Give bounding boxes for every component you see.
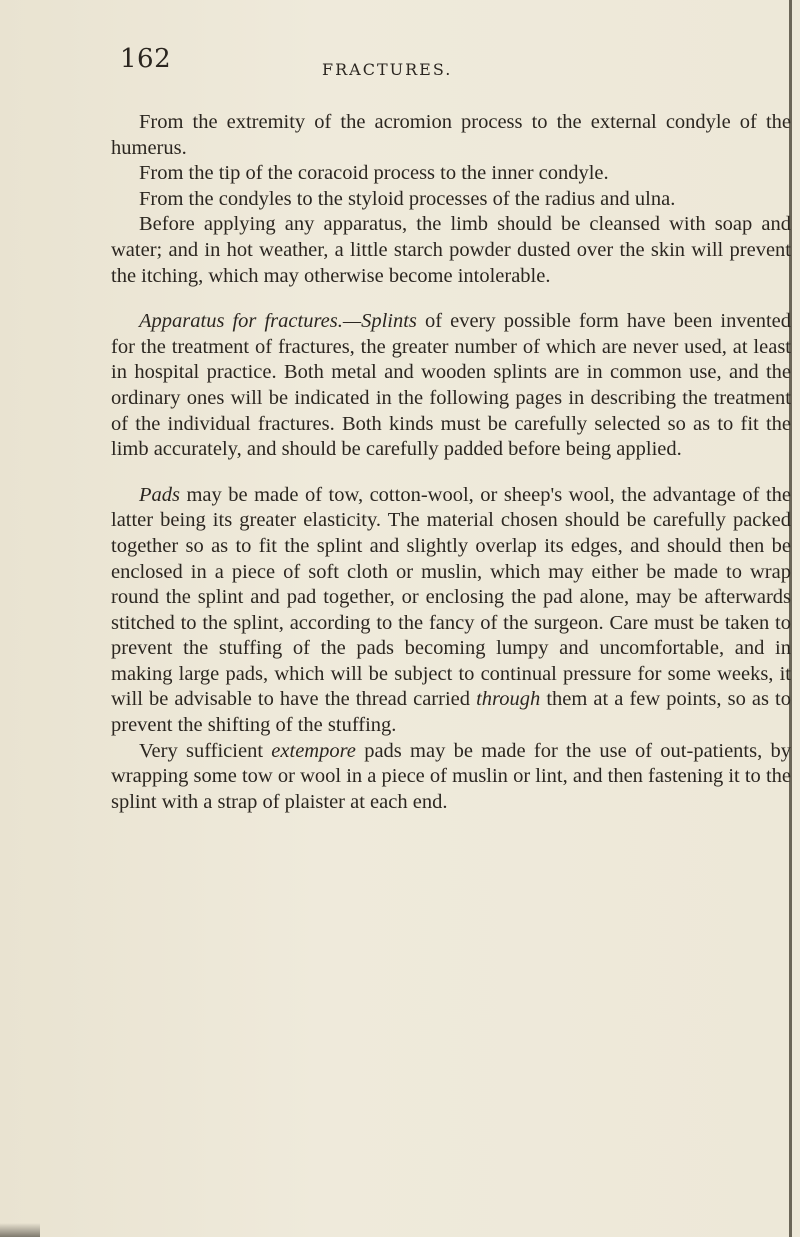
paragraph-extempore	[111, 739, 791, 816]
paragraph-text: Very sufficient	[139, 739, 272, 762]
paragraph: From the tip of the coracoid process to the inner condyle.	[139, 162, 609, 185]
page-header	[0, 44, 800, 84]
emphasis-through: through	[476, 688, 541, 711]
paragraph-apparatus	[111, 309, 791, 463]
page-number: 162	[120, 44, 172, 74]
paragraph: From the extremity of the acromion process to the external condyle of the humerus.	[111, 111, 791, 159]
paragraph-text: them at a few points, so as to prevent the shifting of the stuffing.	[111, 688, 791, 737]
paragraph: Before applying any apparatus, the limb should be cleansed with soap and water; and in hot weather, a little starch powder dusted over the skin will prevent the itching, which may otherwise become intolerable.	[111, 213, 791, 287]
paragraph-pads	[111, 483, 791, 739]
section-heading-apparatus: Apparatus for fractures.—Splints	[139, 310, 417, 333]
paragraph-text: pads may be made for the use of out-patients, by wrapping some tow or wool in a piece of muslin or lint, and then fastening it to the splint with a strap of plaister at each end.	[111, 739, 791, 813]
paragraph-text: of every possible form have been invented for the treatment of fractures, the greater number of which are never used, at least in hospital practice. Both metal and wooden splints are in common use, and the ordinary ones will be indicated in the following pages in describing the treatment of the individual fractures. Both kinds must be carefully selected so as to fit the limb accurately, and should be carefully padded before being applied.	[111, 310, 791, 461]
body-text	[111, 110, 791, 815]
page-corner-shadow	[0, 1223, 40, 1237]
emphasis-extempore: extempore	[271, 739, 356, 762]
running-title: FRACTURES.	[322, 60, 453, 79]
section-heading-pads: Pads	[139, 483, 180, 506]
paragraph-text: may be made of tow, cotton-wool, or sheep's wool, the advantage of the latter being its greater elasticity. The material chosen should be carefully packed together so as to fit the splint and slightly overlap its edges, and should then be enclosed in a piece of soft cloth or muslin, which may either be made to wrap round the splint and pad together, or enclosing the pad alone, may be afterwards stitched to the splint, according to the fancy of the surgeon. Care must be taken to prevent the stuffing of the pads becoming lumpy and uncomfortable, and in making large pads, which will be subject to continual pressure for some weeks, it will be advisable to have the thread carried	[111, 483, 791, 711]
paragraph: From the condyles to the styloid processes of the radius and ulna.	[139, 187, 676, 210]
